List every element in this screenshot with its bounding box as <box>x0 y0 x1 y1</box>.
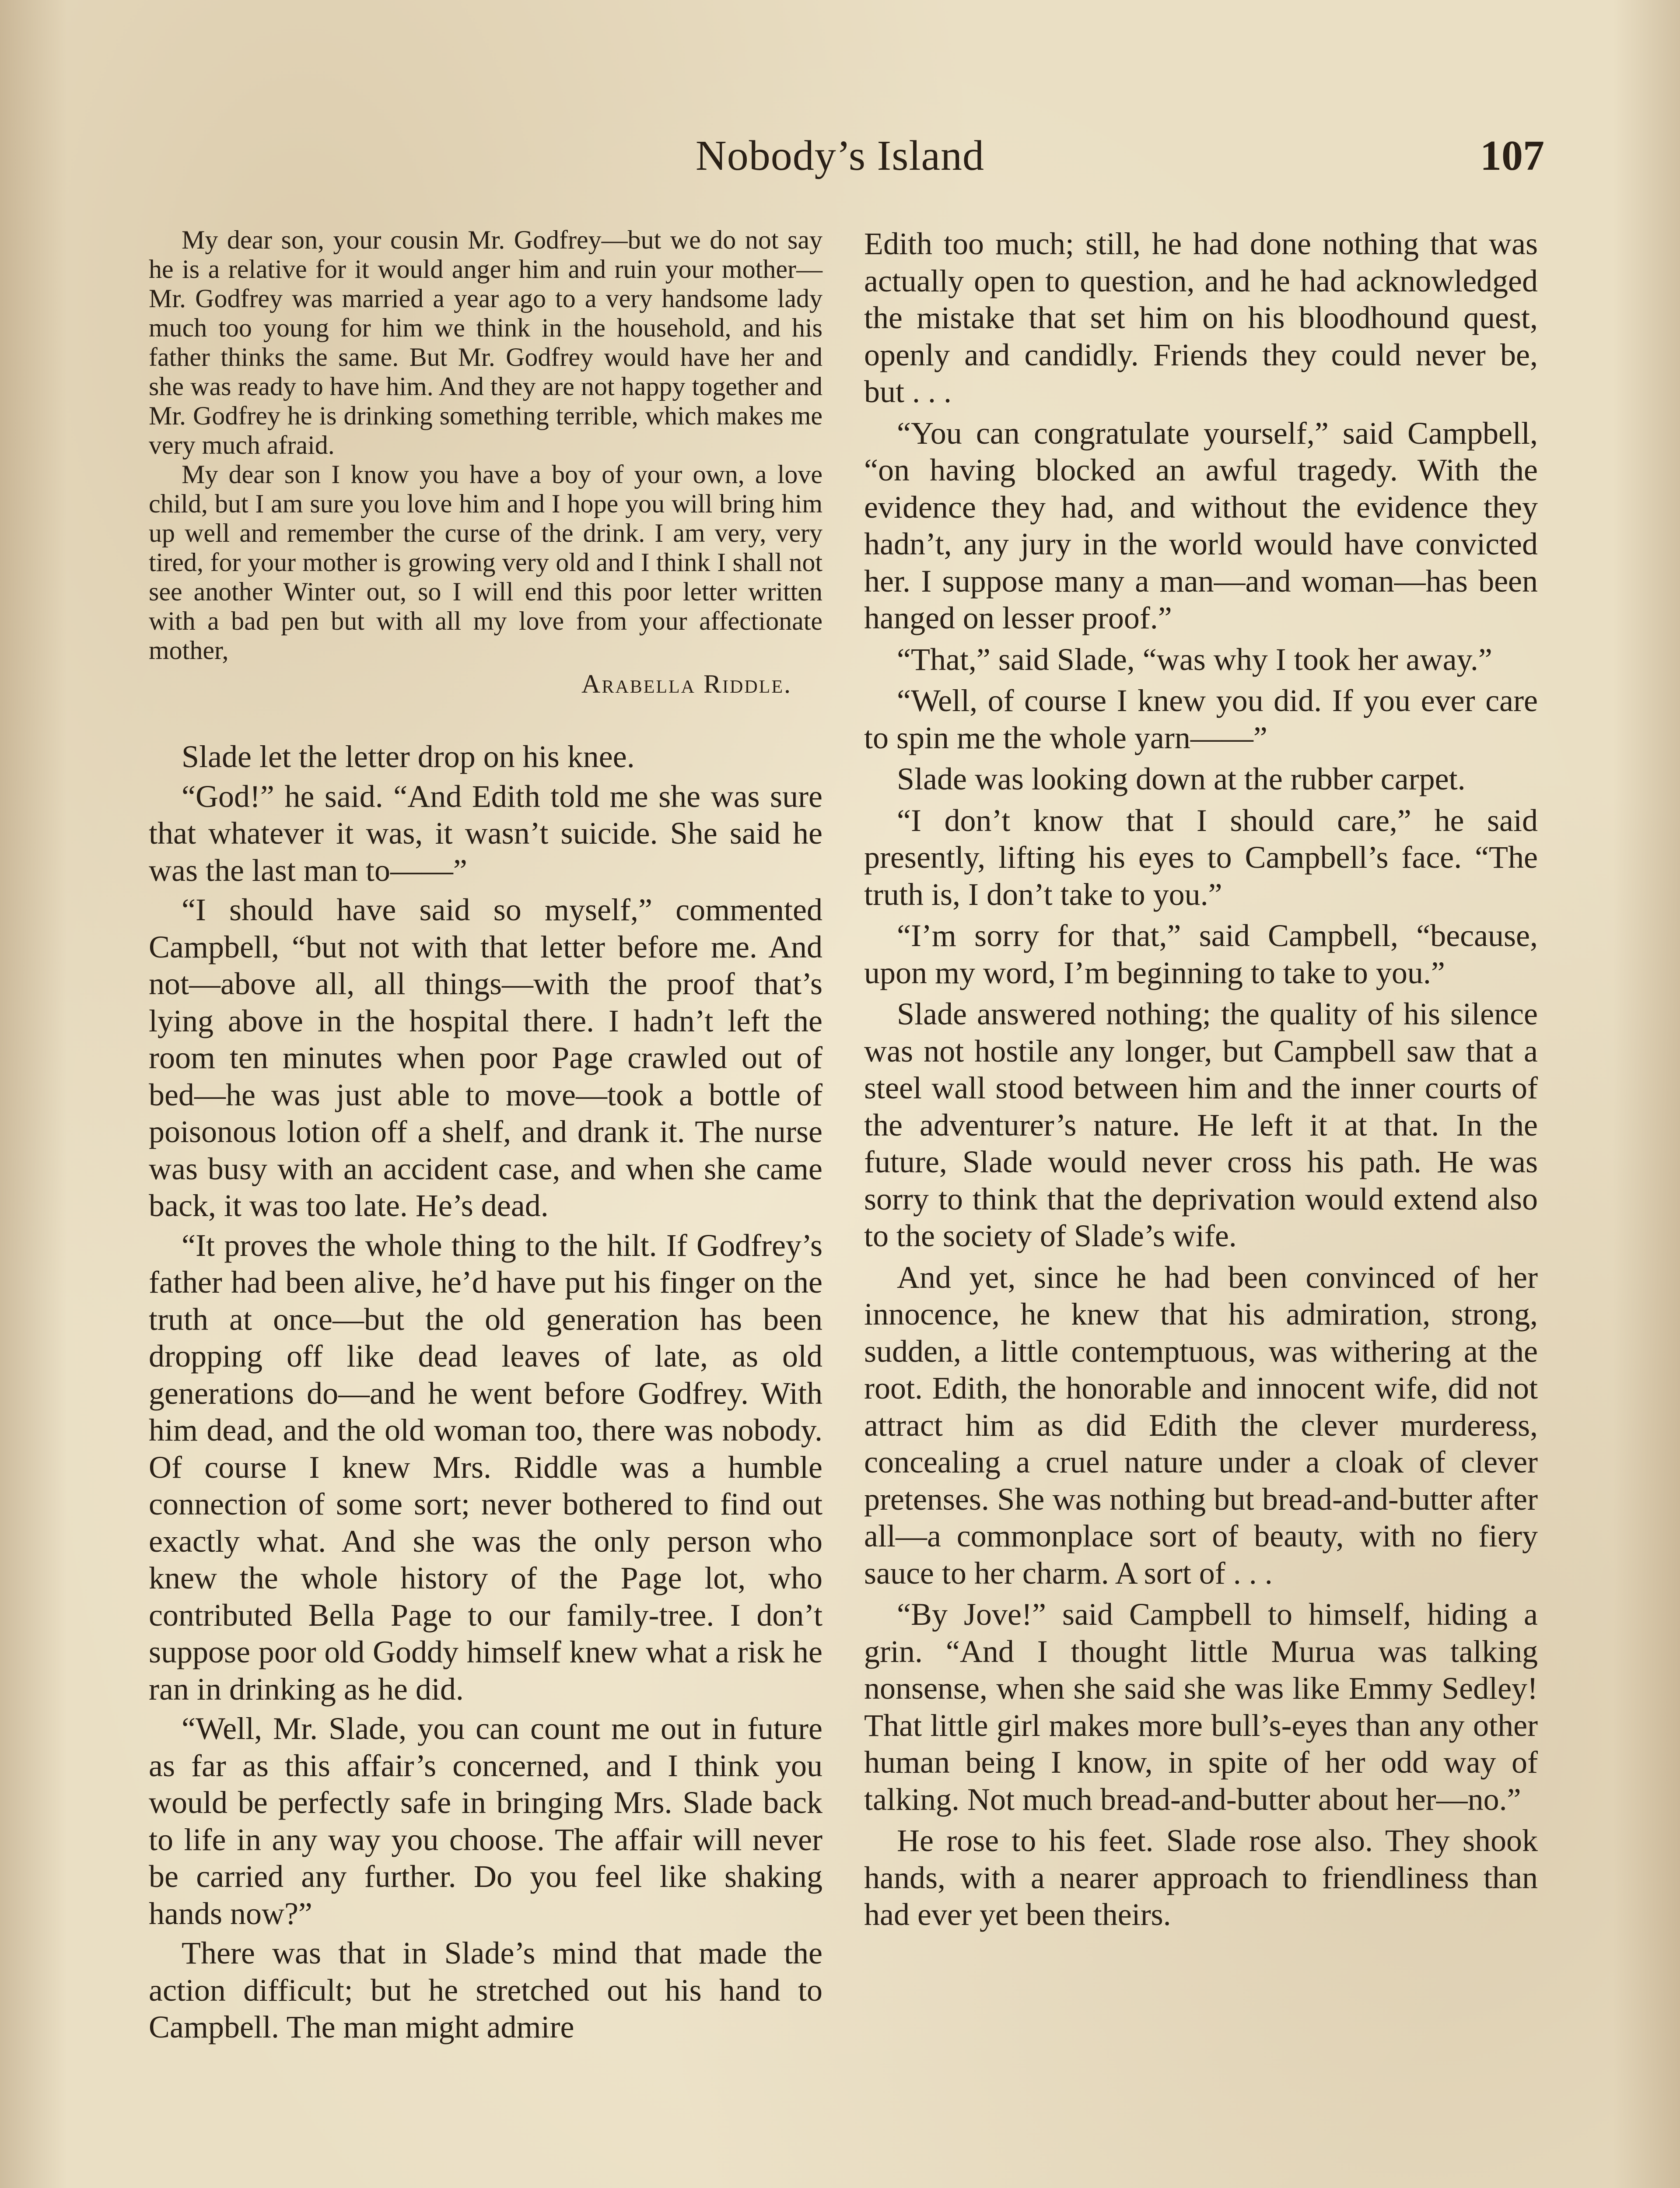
running-title: Nobody’s Island <box>695 132 985 179</box>
paragraph: “Well, Mr. Slade, you can count me out in future as far as this affair’s concerned, and I think you would be perfectly safe in bringing Mrs. Slade back to life in any way you choose. The affair will never be carried any further. Do you feel like shaking hands now?” <box>149 1711 822 1931</box>
paragraph: Slade was looking down at the rubber carpet. <box>897 761 1466 796</box>
letter-excerpt <box>149 225 822 699</box>
paragraph: “It proves the whole thing to the hilt. If Godfrey’s father had been alive, he’d have put his finger on the truth at once—but the old generation has been dropping off like dead leaves of late, as old generations do—and he went before Godfrey. With him dead, and the old woman too, there was nobody. Of course I knew Mrs. Riddle was a humble connection of some sort; never bothered to find out exactly what. And she was the only person who knew the whole history of the Page lot, who contributed Bella Page to our family-tree. I don’t suppose poor old Goddy himself knew what a risk he ran in drinking as he did. <box>149 1227 822 1707</box>
paragraph: “You can congratulate yourself,” said Campbell, “on having blocked an awful tragedy. With the evidence they had, and without the evidence they hadn’t, any jury in the world would have convicted her. I suppose many a man—and woman—has been hanged on lesser proof.” <box>864 415 1538 635</box>
paragraph: “God!” he said. “And Edith told me she was sure that whatever it was, it wasn’t suicide. She said he was the last man to——” <box>149 778 822 888</box>
paragraph: “By Jove!” said Campbell to himself, hiding a grin. “And I thought little Murua was talking nonsense, when she said she was like Emmy Sedley! That little girl makes more bull’s-eyes than any other human being I know, in spite of her odd way of talking. Not much bread-and-butter about her—no.” <box>864 1597 1538 1817</box>
letter-paragraph: My dear son I know you have a boy of your own, a love child, but I am sure you love him and I hope you will bring him up well and remember the curse of the drink. I am very, very tired, for your mother is growing very old and I think I shall not see another Winter out, so I will end this poor letter written with a bad pen but with all my love from your affectionate mother, <box>149 460 822 665</box>
right-column <box>864 225 1538 1933</box>
letter-signature: Arabella Riddle. <box>581 670 792 698</box>
paragraph: “I’m sorry for that,” said Campbell, “because, upon my word, I’m beginning to take to you.” <box>864 918 1538 990</box>
paragraph: And yet, since he had been convinced of her innocence, he knew that his admiration, strong, sudden, a little contemptuous, was withering at the root. Edith, the honorable and innocent wife, did not attract him as did Edith the clever murderess, concealing a cruel nature under a cloak of clever pretenses. She was nothing but bread-and-butter after all—a commonplace sort of beauty, with no fiery sauce to her charm. A sort of . . . <box>864 1259 1538 1591</box>
paragraph: Slade answered nothing; the quality of his silence was not hostile any longer, but Campbell saw that a steel wall stood between him and the inner courts of the adventurer’s nature. He left it at that. In the future, Slade would never cross his path. He was sorry to think that the deprivation would extend also to the society of Slade’s wife. <box>864 996 1538 1253</box>
page-number: 107 <box>1480 132 1544 179</box>
paragraph: “I should have said so myself,” commented Campbell, “but not with that letter before me. And not—above all, all things—with the proof that’s lying above in the hospital there. I hadn’t left the room ten minutes when poor Page crawled out of bed—he was just able to move—took a bottle of poisonous lotion off a shelf, and drank it. The nurse was busy with an accident case, and when she came back, it was too late. He’s dead. <box>149 892 822 1223</box>
letter-paragraph: My dear son, your cousin Mr. Godfrey—but we do not say he is a relative for it would anger him and ruin your mother—Mr. Godfrey was married a year ago to a very handsome lady much too young for him we think in the household, and his father thinks the same. But Mr. Godfrey would have her and she was ready to have him. And they are not happy together and Mr. Godfrey he is drinking something terrible, which makes me very much afraid. <box>149 225 822 459</box>
paragraph: “That,” said Slade, “was why I took her away.” <box>897 642 1492 677</box>
paragraph: “Well, of course I knew you did. If you ever care to spin me the whole yarn——” <box>864 683 1538 755</box>
page-header <box>0 131 1680 188</box>
paragraph: He rose to his feet. Slade rose also. They shook hands, with a nearer approach to friendliness than had ever yet been theirs. <box>864 1823 1538 1932</box>
paragraph: Edith too much; still, he had done nothing that was actually open to question, and he had acknowledged the mistake that set him on his bloodhound quest, openly and candidly. Friends they could never be, but . . . <box>864 226 1538 409</box>
paragraph: “I don’t know that I should care,” he said presently, lifting his eyes to Campbell’s face. “The truth is, I don’t take to you.” <box>864 803 1538 912</box>
left-column <box>149 225 822 2046</box>
paragraph: Slade let the letter drop on his knee. <box>182 739 635 774</box>
paragraph: There was that in Slade’s mind that made the action difficult; but he stretched out his hand to Campbell. The man might admire <box>149 1936 822 2044</box>
